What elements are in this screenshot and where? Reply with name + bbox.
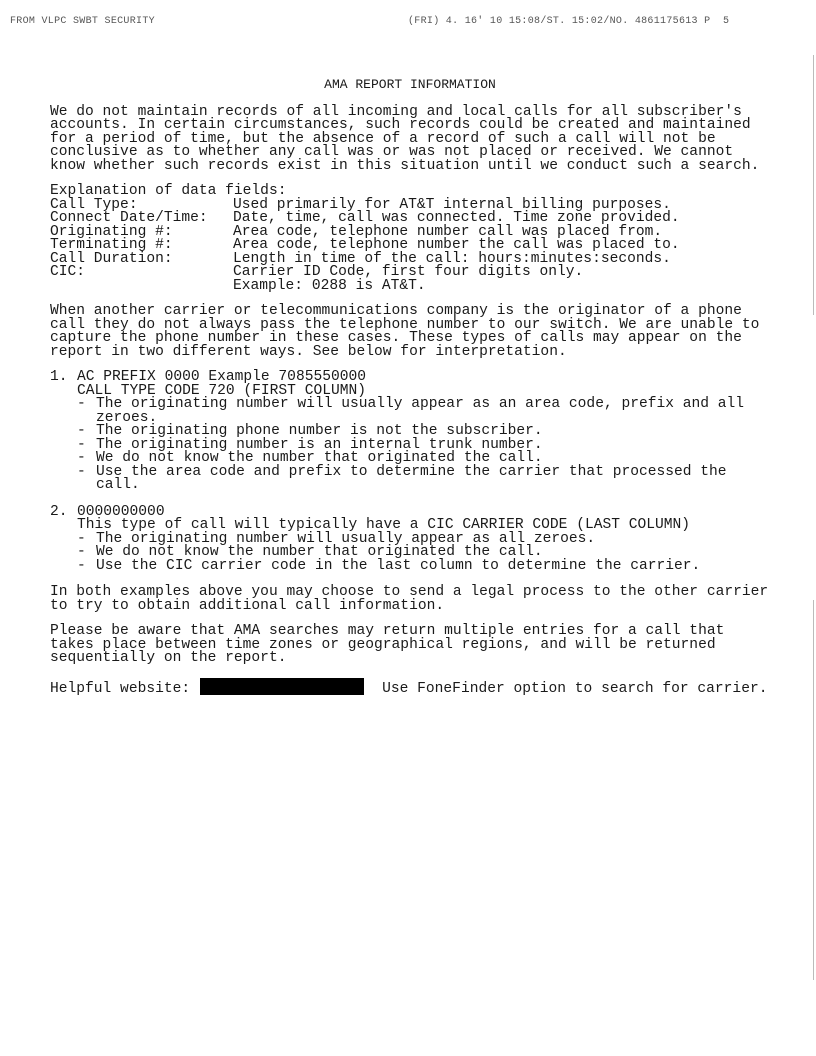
list-item-heading: 0000000000 [77, 503, 165, 520]
list-item-number: 1. [50, 369, 68, 385]
scan-edge-mark [813, 600, 814, 980]
website-label: Helpful website: [50, 680, 191, 697]
field-description: Area code, telephone number call was placed from. [233, 223, 663, 240]
field-description: Date, time, call was connected. Time zone provided. [233, 210, 680, 226]
bullet: - The originating number is an internal trunk number. [77, 439, 770, 453]
list-item [50, 503, 770, 574]
carrier-paragraph: When another carrier or telecommunications company is the originator of a phone call they do not always pass the telephone number to our switch. We are unable to capture the phone number in these cases. These types of calls may appear on the report in two different ways. See below for interpretation. [50, 303, 760, 360]
field-label: Connect Date/Time: [50, 210, 208, 226]
list-item-subheading: CALL TYPE CODE 720 (FIRST COLUMN) [77, 382, 367, 399]
bullet: - We do not know the number that originated the call. [77, 452, 770, 466]
bullet-text: Use the area code and prefix to determine the carrier that processed the call. [96, 463, 727, 493]
data-fields-heading: Explanation of data fields: [50, 183, 287, 199]
field-description: Example: 0288 is AT&T. [233, 277, 426, 294]
ama-search-paragraph: Please be aware that AMA searches may return multiple entries for a call that takes place between time zones or geographical regions, and will be returned sequentially on the report. [50, 623, 725, 666]
bullet-text: The originating number will usually appear as an area code, prefix and all zeroes. [96, 396, 745, 426]
legal-process-paragraph: In both examples above you may choose to send a legal process to the other carrier to try to obtain additional call information. [50, 584, 769, 614]
redaction-box [200, 678, 364, 695]
fax-header-transmission-info: (FRI) 4. 16' 10 15:08/ST. 15:02/NO. 4861175613 P 5 [408, 16, 730, 27]
field-description: Carrier ID Code, first four digits only. [233, 264, 584, 280]
fax-header-sender: FROM VLPC SWBT SECURITY [10, 16, 155, 27]
data-fields-section [50, 185, 770, 293]
bullet: - The originating number will usually appear as all zeroes. [77, 533, 770, 547]
list-item-number: 2. [50, 503, 68, 520]
helpful-website-line [50, 678, 770, 697]
intro-paragraph: We do not maintain records of all incoming and local calls for all subscriber's accounts. In certain circumstances, such records could be created and maintained for a period of time, but the absence of a record of such a call will not be conclusive as to whether any call was or was not placed or received. We cannot know whether such records exist in this situation until we conduct such a search. [50, 103, 760, 174]
list-item [50, 371, 770, 493]
bullet-text: The originating number will usually appear as all zeroes. [96, 530, 596, 547]
field-label [50, 280, 233, 294]
bullet: - The originating phone number is not the subscriber. [77, 425, 770, 439]
field-description: Used primarily for AT&T internal billing purposes. [233, 196, 671, 213]
field-label: Call Type: [50, 196, 138, 213]
document-body [50, 78, 770, 696]
bullet: - The originating number will usually appear as an area code, prefix and all zeroes. [77, 398, 770, 425]
field-label: CIC: [50, 264, 86, 280]
field-label: Terminating #: [50, 237, 173, 253]
field-description: Area code, telephone number the call was placed to. [233, 237, 680, 253]
bullet: - Use the CIC carrier code in the last column to determine the carrier. [77, 560, 770, 574]
bullet-text: The originating phone number is not the subscriber. [96, 423, 543, 439]
bullet: - We do not know the number that originated the call. [77, 546, 770, 560]
list-item-heading: AC PREFIX 0000 Example 7085550000 [77, 369, 367, 385]
bullet-text: We do not know the number that originated the call. [96, 450, 543, 466]
page-title: AMA REPORT INFORMATION [324, 77, 496, 92]
field-description: Length in time of the call: hours:minutes:seconds. [233, 250, 671, 267]
list-item-subheading: This type of call will typically have a CIC CARRIER CODE (LAST COLUMN) [77, 517, 691, 533]
website-instruction: Use FoneFinder option to search for carrier. [382, 680, 768, 697]
field-label: Originating #: [50, 223, 173, 240]
field-row [50, 277, 770, 294]
bullet-text: We do not know the number that originated the call. [96, 544, 543, 560]
bullet-text: Use the CIC carrier code in the last column to determine the carrier. [96, 557, 701, 574]
field-label: Call Duration: [50, 250, 173, 267]
bullet: - Use the area code and prefix to determine the carrier that processed the call. [77, 466, 770, 493]
scan-edge-mark [813, 55, 814, 315]
fax-header [10, 16, 806, 30]
bullet-text: The originating number is an internal trunk number. [96, 436, 543, 453]
